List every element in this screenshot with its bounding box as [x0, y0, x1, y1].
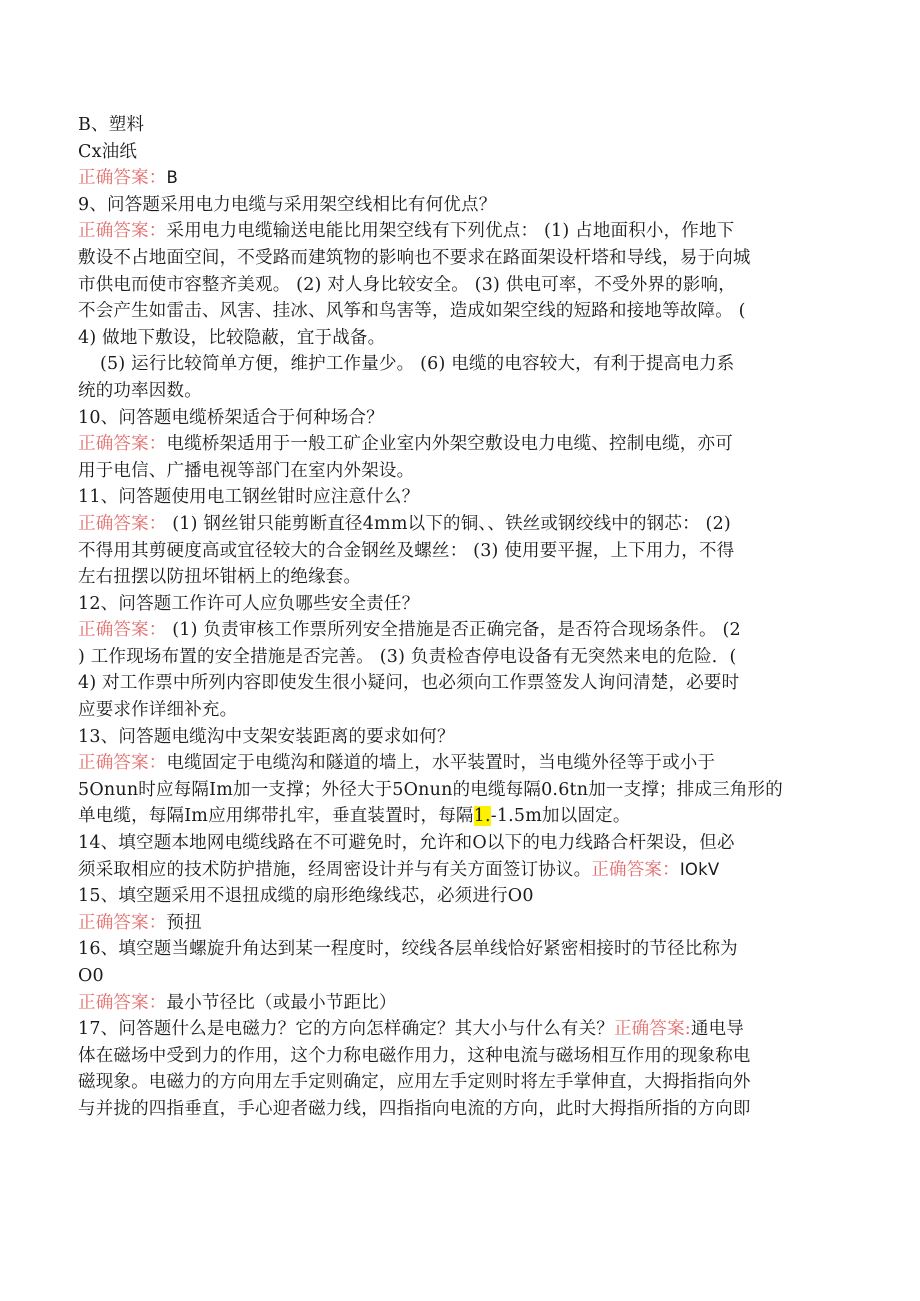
answer-text: 电缆桥架适用于一般工矿企业室内外架空敷设电力电缆、控制电缆，亦可 [166, 434, 733, 455]
question-16: 16、填空题当螺旋升角达到某一程度时，绞线各层单线恰好紧密相接时的节径比称为 [78, 939, 738, 960]
answer-label: 正确答案: [613, 1019, 691, 1040]
text-line: 磁现象。电磁力的方向用左手定则确定，应用左手定则时将左手掌伸直，大拇指指向外 [78, 1072, 751, 1093]
document-page [78, 112, 838, 1123]
question-11: 11、问答题使用电工钢丝钳时应注意什么？ [78, 487, 420, 508]
question-13: 13、问答题电缆沟中支架安装距离的要求如何？ [78, 726, 455, 747]
answer-line [78, 990, 838, 1017]
text-line: 敷设不占地面空间，不受路而建筑物的影响也不要求在路面架设杆塔和导线，易于向城 [78, 247, 751, 268]
text-line: 体在磁场中受到力的作用，这个力称电磁作用力，这种电流与磁场相互作用的现象称电 [78, 1045, 751, 1066]
answer-text: (1) 钢丝钳只能剪断直径4mm以下的铜、、铁丝或钢绞线中的钢芯： (2) [166, 513, 731, 534]
question-12: 12、问答题工作许可人应负哪些安全责任？ [78, 593, 420, 614]
text-line [78, 857, 838, 884]
answer-text: 采用电力电缆输送电能比用架空线有下列优点： (1) 占地面积小，作地下 [166, 221, 735, 242]
answer-text: 通电导 [690, 1019, 744, 1040]
question-9: 9、问答题采用电力电缆与采用架空线相比有何优点？ [78, 194, 497, 215]
text-line: 不会产生如雷击、风害、挂冰、风筝和鸟害等，造成如架空线的短路和接地等故障。 ( [78, 301, 746, 322]
answer-value: B [166, 168, 179, 188]
text-line: 用于电信、广播电视等部门在室内外架设。 [78, 460, 415, 481]
answer-value: IOkV [679, 859, 720, 879]
text-segment: 单电缆，每隔Im应用绑带扎牢，垂直装置时，每隔 [78, 806, 474, 827]
highlighted-text: 1. [473, 806, 491, 827]
answer-label: 正确答案： [78, 992, 167, 1013]
answer-label: 正确答案： [78, 620, 167, 641]
answer-line [78, 218, 838, 245]
text-line: O0 [78, 966, 104, 986]
text-line: ) 工作现场布置的安全措施是否完善。 (3) 负责检杳停电设备有无突然来电的危险．( [78, 646, 737, 667]
text-line: 5Onun时应每隔Im加一支撑；外径大于5Onun的电缆每隔0.6tn加一支撑；排成三角形的 [78, 779, 783, 800]
text-line: 与并拢的四指垂直，手心迎者磁力线，四指指向电流的方向，此时大拇指所指的方向即 [78, 1098, 751, 1119]
answer-label: 正确答案： [78, 912, 167, 933]
answer-line [78, 750, 838, 777]
text-line: (5) 运行比较简单方便，维护工作量少。 (6) 电缆的电容较大，有利于提高电力系 [100, 354, 735, 375]
option-b: B、塑料 [78, 115, 145, 135]
answer-line [78, 431, 838, 458]
answer-label: 正确答案： [591, 859, 680, 880]
answer-label: 正确答案： [78, 168, 167, 189]
text-line: 左右扭摆以防扭坏钳柄上的绝缘套。 [78, 567, 362, 588]
text-segment: -1.5m加以固定。 [490, 806, 631, 827]
answer-label: 正确答案： [78, 434, 167, 455]
question-15: 15、填空题采用不退扭成缆的扇形绝缘线芯，必须进行O0 [78, 886, 534, 907]
text-line: 统的功率因数。 [78, 380, 202, 401]
answer-text: 电缆固定于电缆沟和隧道的墙上，水平装置时，当电缆外径等于或小于 [166, 753, 716, 774]
answer-label: 正确答案： [78, 753, 167, 774]
answer-line [78, 511, 838, 538]
text-line: 市供电而使市容整齐美观。 (2) 对人身比较安全。 (3) 供电可率，不受外界的影响， [78, 274, 736, 295]
question-text: 17、问答题什么是电磁力？它的方向怎样确定？其大小与什么有关？ [78, 1019, 614, 1040]
answer-line [78, 617, 838, 644]
answer-label: 正确答案： [78, 513, 167, 534]
answer-value: 最小节径比（或最小节距比） [166, 992, 397, 1013]
text-line: 应要求作详细补充。 [78, 700, 238, 721]
answer-text: (1) 负责审核工作票所列安全措施是否正确完备，是否符合现场条件。 (2 [166, 620, 741, 641]
answer-line [78, 165, 838, 192]
text-line: 不得用其剪硬度高或宜径较大的合金钢丝及螺丝： (3) 使用要平握，上下用力，不得 [78, 540, 735, 561]
question-17 [78, 1016, 838, 1043]
answer-label: 正确答案： [78, 221, 167, 242]
answer-line [78, 910, 838, 937]
answer-value: 预扭 [166, 912, 202, 933]
question-14: 14、填空题本地网电缆线路在不可避免时，允许和O以下的电力线路合杆架设，但必 [78, 833, 735, 854]
option-c: Cx油纸 [78, 141, 138, 162]
text-line: 4) 对工作票中所列内容即使发生很小疑问，也必须向工作票签发人询问清楚，必要时 [78, 673, 740, 694]
question-text: 须采取相应的技术防护措施，经周密设计并与有关方面签订协议。 [78, 859, 592, 880]
text-line [78, 803, 838, 830]
text-line: 4) 做地下敷设，比较隐蔽，宜于战备。 [78, 327, 386, 348]
question-10: 10、问答题电缆桥架适合于何种场合？ [78, 407, 384, 428]
